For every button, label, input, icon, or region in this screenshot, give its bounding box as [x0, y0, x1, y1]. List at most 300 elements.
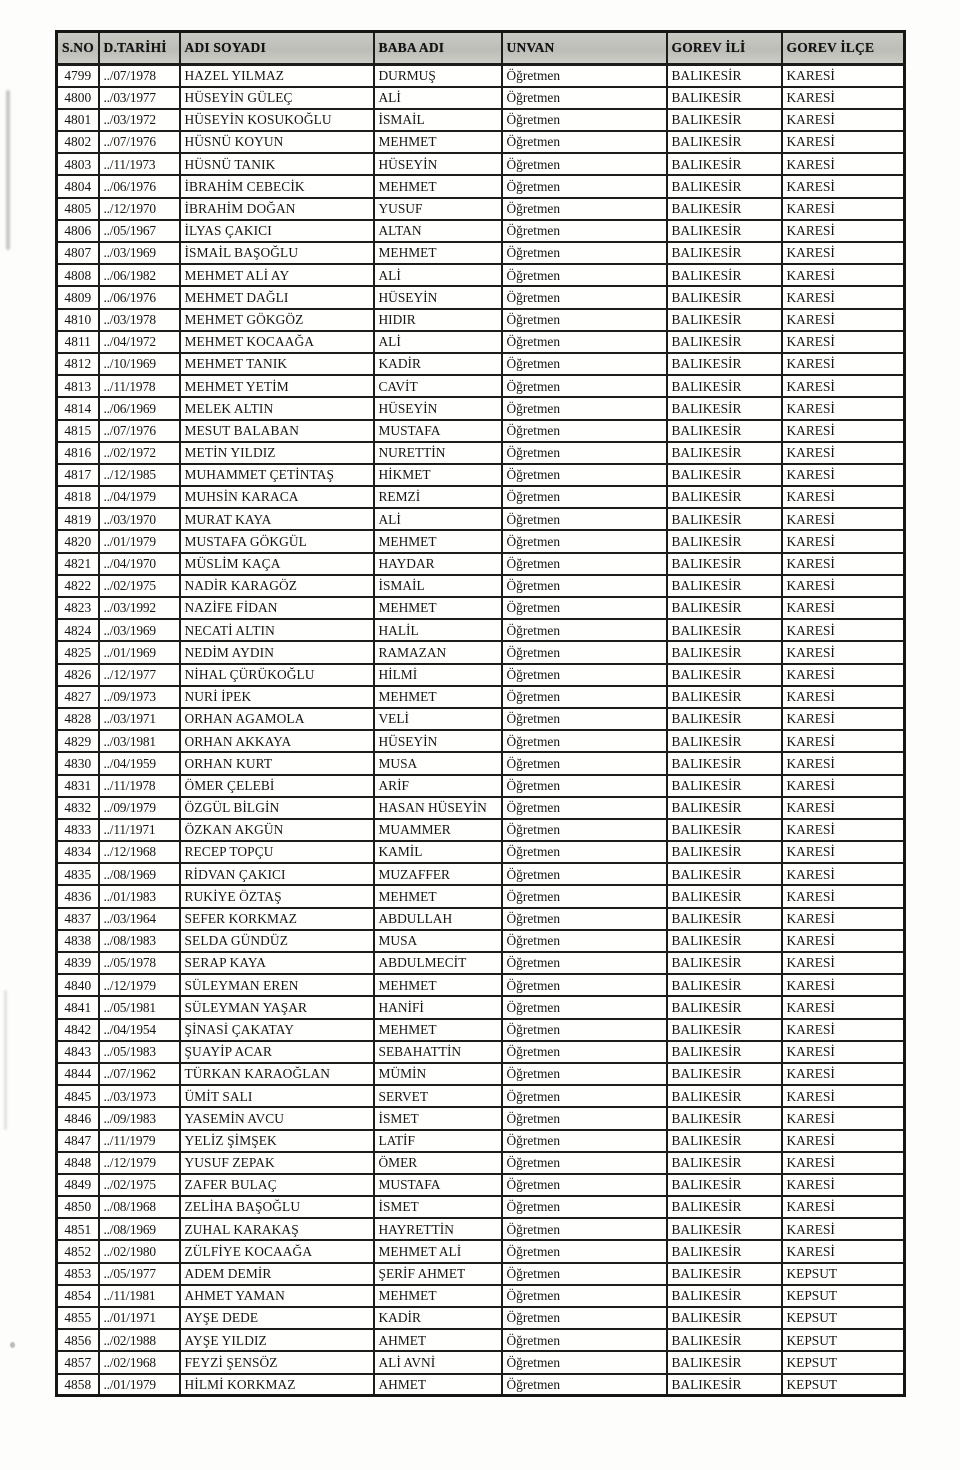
cell-title: Öğretmen [502, 686, 667, 708]
cell-ilce: KARESİ [782, 309, 905, 331]
cell-father: MEHMET [374, 597, 502, 619]
cell-il: BALIKESİR [667, 752, 782, 774]
cell-father: ALİ [374, 331, 502, 353]
table-row [57, 996, 905, 1018]
cell-name: YELİZ ŞİMŞEK [180, 1130, 374, 1152]
cell-sno: 4841 [57, 996, 99, 1018]
cell-sno: 4807 [57, 242, 99, 264]
cell-date: ../12/1970 [99, 198, 180, 220]
cell-date: ../07/1978 [99, 65, 180, 87]
cell-il: BALIKESİR [667, 131, 782, 153]
cell-ilce: KARESİ [782, 486, 905, 508]
col-header-sno: S.NO [57, 32, 99, 65]
cell-ilce: KARESİ [782, 686, 905, 708]
cell-il: BALIKESİR [667, 930, 782, 952]
cell-father: İSMET [374, 1107, 502, 1129]
table-row [57, 242, 905, 264]
cell-title: Öğretmen [502, 242, 667, 264]
cell-name: SEFER KORKMAZ [180, 908, 374, 930]
cell-title: Öğretmen [502, 841, 667, 863]
cell-date: ../06/1982 [99, 264, 180, 286]
cell-father: YUSUF [374, 198, 502, 220]
cell-ilce: KARESİ [782, 198, 905, 220]
cell-sno: 4820 [57, 530, 99, 552]
col-header-name: ADI SOYADI [180, 32, 374, 65]
cell-il: BALIKESİR [667, 1085, 782, 1107]
cell-father: MUSTAFA [374, 1174, 502, 1196]
cell-ilce: KARESİ [782, 242, 905, 264]
table-row [57, 1085, 905, 1107]
cell-name: HİLMİ KORKMAZ [180, 1374, 374, 1396]
cell-date: ../07/1976 [99, 131, 180, 153]
cell-father: İSMAİL [374, 575, 502, 597]
cell-date: ../11/1973 [99, 153, 180, 175]
table-row [57, 1307, 905, 1329]
cell-father: HİLMİ [374, 664, 502, 686]
cell-title: Öğretmen [502, 264, 667, 286]
cell-father: HÜSEYİN [374, 730, 502, 752]
cell-title: Öğretmen [502, 553, 667, 575]
cell-name: NADİR KARAGÖZ [180, 575, 374, 597]
cell-name: MEHMET GÖKGÖZ [180, 309, 374, 331]
cell-sno: 4816 [57, 442, 99, 464]
cell-title: Öğretmen [502, 1285, 667, 1307]
cell-name: NİHAL ÇÜRÜKOĞLU [180, 664, 374, 686]
cell-sno: 4844 [57, 1063, 99, 1085]
cell-title: Öğretmen [502, 597, 667, 619]
cell-title: Öğretmen [502, 1196, 667, 1218]
table-header-row [57, 32, 905, 65]
cell-sno: 4825 [57, 641, 99, 663]
cell-father: HALİL [374, 619, 502, 641]
cell-title: Öğretmen [502, 1307, 667, 1329]
col-header-father: BABA ADI [374, 32, 502, 65]
cell-date: ../07/1962 [99, 1063, 180, 1085]
cell-il: BALIKESİR [667, 1285, 782, 1307]
cell-date: ../12/1977 [99, 664, 180, 686]
scan-smudge [6, 90, 10, 250]
cell-title: Öğretmen [502, 1240, 667, 1262]
cell-ilce: KARESİ [782, 930, 905, 952]
cell-date: ../07/1976 [99, 420, 180, 442]
cell-date: ../02/1988 [99, 1329, 180, 1351]
cell-date: ../01/1979 [99, 1374, 180, 1396]
cell-father: HANİFİ [374, 996, 502, 1018]
cell-ilce: KARESİ [782, 1130, 905, 1152]
cell-il: BALIKESİR [667, 664, 782, 686]
cell-name: TÜRKAN KARAOĞLAN [180, 1063, 374, 1085]
cell-name: ÖMER ÇELEBİ [180, 775, 374, 797]
cell-name: ŞUAYİP ACAR [180, 1041, 374, 1063]
cell-il: BALIKESİR [667, 198, 782, 220]
cell-father: KAMİL [374, 841, 502, 863]
table-row [57, 530, 905, 552]
cell-title: Öğretmen [502, 420, 667, 442]
cell-sno: 4804 [57, 175, 99, 197]
cell-ilce: KARESİ [782, 264, 905, 286]
cell-title: Öğretmen [502, 819, 667, 841]
cell-ilce: KARESİ [782, 619, 905, 641]
table-row [57, 397, 905, 419]
cell-il: BALIKESİR [667, 508, 782, 530]
cell-sno: 4802 [57, 131, 99, 153]
cell-father: RAMAZAN [374, 641, 502, 663]
cell-title: Öğretmen [502, 309, 667, 331]
cell-name: MESUT BALABAN [180, 420, 374, 442]
cell-il: BALIKESİR [667, 87, 782, 109]
col-header-title: UNVAN [502, 32, 667, 65]
cell-il: BALIKESİR [667, 797, 782, 819]
cell-father: MEHMET [374, 530, 502, 552]
cell-il: BALIKESİR [667, 1174, 782, 1196]
col-header-date: D.TARİHİ [99, 32, 180, 65]
cell-name: İLYAS ÇAKICI [180, 220, 374, 242]
cell-sno: 4827 [57, 686, 99, 708]
cell-il: BALIKESİR [667, 641, 782, 663]
cell-sno: 4840 [57, 974, 99, 996]
cell-title: Öğretmen [502, 331, 667, 353]
cell-title: Öğretmen [502, 153, 667, 175]
cell-date: ../04/1972 [99, 331, 180, 353]
cell-sno: 4843 [57, 1041, 99, 1063]
table-row [57, 1107, 905, 1129]
cell-name: AHMET YAMAN [180, 1285, 374, 1307]
cell-father: MEHMET [374, 885, 502, 907]
cell-name: SELDA GÜNDÜZ [180, 930, 374, 952]
cell-ilce: KARESİ [782, 1218, 905, 1240]
cell-date: ../12/1979 [99, 974, 180, 996]
table-row [57, 708, 905, 730]
table-row [57, 486, 905, 508]
cell-il: BALIKESİR [667, 175, 782, 197]
cell-date: ../11/1971 [99, 819, 180, 841]
cell-sno: 4835 [57, 863, 99, 885]
table-row [57, 930, 905, 952]
cell-date: ../01/1969 [99, 641, 180, 663]
cell-ilce: KARESİ [782, 752, 905, 774]
cell-ilce: KARESİ [782, 775, 905, 797]
cell-ilce: KARESİ [782, 1085, 905, 1107]
table-row [57, 575, 905, 597]
cell-title: Öğretmen [502, 730, 667, 752]
cell-ilce: KARESİ [782, 908, 905, 930]
cell-name: ORHAN AKKAYA [180, 730, 374, 752]
cell-sno: 4805 [57, 198, 99, 220]
cell-name: YUSUF ZEPAK [180, 1152, 374, 1174]
cell-father: HÜSEYİN [374, 397, 502, 419]
table-row [57, 331, 905, 353]
table-row [57, 819, 905, 841]
cell-date: ../02/1975 [99, 575, 180, 597]
cell-name: ZELİHA BAŞOĞLU [180, 1196, 374, 1218]
cell-date: ../03/1970 [99, 508, 180, 530]
cell-sno: 4845 [57, 1085, 99, 1107]
cell-ilce: KARESİ [782, 1019, 905, 1041]
cell-title: Öğretmen [502, 1263, 667, 1285]
cell-sno: 4817 [57, 464, 99, 486]
table-row [57, 1019, 905, 1041]
cell-date: ../03/1977 [99, 87, 180, 109]
cell-sno: 4831 [57, 775, 99, 797]
cell-title: Öğretmen [502, 885, 667, 907]
cell-father: MEHMET [374, 1285, 502, 1307]
table-row [57, 198, 905, 220]
cell-title: Öğretmen [502, 908, 667, 930]
cell-ilce: KARESİ [782, 575, 905, 597]
cell-title: Öğretmen [502, 508, 667, 530]
cell-title: Öğretmen [502, 952, 667, 974]
table-row [57, 131, 905, 153]
cell-father: İSMET [374, 1196, 502, 1218]
cell-sno: 4801 [57, 109, 99, 131]
cell-date: ../12/1979 [99, 1152, 180, 1174]
cell-ilce: KARESİ [782, 730, 905, 752]
cell-sno: 4838 [57, 930, 99, 952]
cell-ilce: KARESİ [782, 797, 905, 819]
cell-name: RİDVAN ÇAKICI [180, 863, 374, 885]
cell-sno: 4842 [57, 1019, 99, 1041]
cell-father: MEHMET [374, 974, 502, 996]
cell-sno: 4799 [57, 65, 99, 87]
cell-name: HAZEL YILMAZ [180, 65, 374, 87]
table-row [57, 1063, 905, 1085]
cell-date: ../02/1968 [99, 1351, 180, 1373]
cell-sno: 4813 [57, 375, 99, 397]
cell-sno: 4851 [57, 1218, 99, 1240]
table-row [57, 1196, 905, 1218]
cell-date: ../02/1980 [99, 1240, 180, 1262]
cell-title: Öğretmen [502, 752, 667, 774]
cell-date: ../03/1964 [99, 908, 180, 930]
table-row [57, 353, 905, 375]
cell-il: BALIKESİR [667, 220, 782, 242]
cell-ilce: KARESİ [782, 153, 905, 175]
cell-name: HÜSNÜ KOYUN [180, 131, 374, 153]
table-row [57, 619, 905, 641]
cell-date: ../06/1969 [99, 397, 180, 419]
cell-sno: 4832 [57, 797, 99, 819]
table-row [57, 264, 905, 286]
cell-sno: 4800 [57, 87, 99, 109]
cell-date: ../09/1979 [99, 797, 180, 819]
cell-father: MEHMET [374, 242, 502, 264]
cell-ilce: KEPSUT [782, 1374, 905, 1396]
table-row [57, 686, 905, 708]
cell-ilce: KARESİ [782, 664, 905, 686]
cell-father: MEHMET [374, 175, 502, 197]
cell-father: ŞERİF AHMET [374, 1263, 502, 1285]
cell-title: Öğretmen [502, 464, 667, 486]
cell-father: ALİ [374, 264, 502, 286]
cell-father: SEBAHATTİN [374, 1041, 502, 1063]
cell-date: ../04/1959 [99, 752, 180, 774]
cell-date: ../09/1973 [99, 686, 180, 708]
cell-date: ../08/1969 [99, 863, 180, 885]
cell-sno: 4854 [57, 1285, 99, 1307]
cell-title: Öğretmen [502, 775, 667, 797]
cell-father: ABDULMECİT [374, 952, 502, 974]
cell-il: BALIKESİR [667, 530, 782, 552]
cell-date: ../03/1969 [99, 242, 180, 264]
cell-title: Öğretmen [502, 131, 667, 153]
cell-father: MÜMİN [374, 1063, 502, 1085]
table-body [57, 65, 905, 1396]
cell-name: HÜSEYİN KOSUKOĞLU [180, 109, 374, 131]
table-row [57, 464, 905, 486]
cell-il: BALIKESİR [667, 331, 782, 353]
cell-sno: 4856 [57, 1329, 99, 1351]
table-row [57, 420, 905, 442]
table-row [57, 1041, 905, 1063]
table-row [57, 553, 905, 575]
cell-title: Öğretmen [502, 797, 667, 819]
cell-il: BALIKESİR [667, 775, 782, 797]
cell-date: ../11/1979 [99, 1130, 180, 1152]
cell-father: CAVİT [374, 375, 502, 397]
table-row [57, 442, 905, 464]
cell-ilce: KARESİ [782, 1041, 905, 1063]
cell-father: AHMET [374, 1329, 502, 1351]
cell-date: ../04/1979 [99, 486, 180, 508]
cell-father: NURETTİN [374, 442, 502, 464]
cell-ilce: KARESİ [782, 508, 905, 530]
cell-date: ../10/1969 [99, 353, 180, 375]
cell-date: ../06/1976 [99, 286, 180, 308]
cell-name: MEHMET DAĞLI [180, 286, 374, 308]
cell-ilce: KARESİ [782, 220, 905, 242]
cell-father: REMZİ [374, 486, 502, 508]
cell-father: MUAMMER [374, 819, 502, 841]
cell-ilce: KARESİ [782, 65, 905, 87]
cell-ilce: KARESİ [782, 131, 905, 153]
cell-il: BALIKESİR [667, 819, 782, 841]
cell-father: MUSA [374, 752, 502, 774]
cell-name: HÜSNÜ TANIK [180, 153, 374, 175]
cell-father: ALTAN [374, 220, 502, 242]
cell-date: ../06/1976 [99, 175, 180, 197]
cell-il: BALIKESİR [667, 952, 782, 974]
cell-name: MEHMET KOCAAĞA [180, 331, 374, 353]
cell-title: Öğretmen [502, 1130, 667, 1152]
cell-name: İSMAİL BAŞOĞLU [180, 242, 374, 264]
cell-sno: 4836 [57, 885, 99, 907]
cell-father: HÜSEYİN [374, 286, 502, 308]
table-row [57, 1374, 905, 1396]
cell-date: ../02/1975 [99, 1174, 180, 1196]
cell-ilce: KARESİ [782, 708, 905, 730]
table-row [57, 375, 905, 397]
cell-ilce: KARESİ [782, 397, 905, 419]
cell-name: NEDİM AYDIN [180, 641, 374, 663]
cell-sno: 4834 [57, 841, 99, 863]
cell-il: BALIKESİR [667, 309, 782, 331]
cell-title: Öğretmen [502, 530, 667, 552]
cell-date: ../01/1979 [99, 530, 180, 552]
cell-father: MUSTAFA [374, 420, 502, 442]
cell-title: Öğretmen [502, 175, 667, 197]
cell-name: ÖZKAN AKGÜN [180, 819, 374, 841]
cell-father: VELİ [374, 708, 502, 730]
cell-il: BALIKESİR [667, 1351, 782, 1373]
table-row [57, 841, 905, 863]
cell-name: AYŞE DEDE [180, 1307, 374, 1329]
cell-il: BALIKESİR [667, 863, 782, 885]
cell-ilce: KEPSUT [782, 1329, 905, 1351]
cell-il: BALIKESİR [667, 464, 782, 486]
table-row [57, 153, 905, 175]
scan-smudge [4, 990, 7, 1130]
cell-father: KADİR [374, 1307, 502, 1329]
cell-title: Öğretmen [502, 220, 667, 242]
cell-ilce: KARESİ [782, 464, 905, 486]
cell-sno: 4846 [57, 1107, 99, 1129]
cell-name: AYŞE YILDIZ [180, 1329, 374, 1351]
cell-father: HAYDAR [374, 553, 502, 575]
cell-date: ../05/1983 [99, 1041, 180, 1063]
table-row [57, 752, 905, 774]
cell-date: ../03/1973 [99, 1085, 180, 1107]
cell-father: ALİ AVNİ [374, 1351, 502, 1373]
cell-ilce: KARESİ [782, 885, 905, 907]
cell-date: ../11/1981 [99, 1285, 180, 1307]
table-row [57, 1174, 905, 1196]
table-row [57, 286, 905, 308]
cell-il: BALIKESİR [667, 375, 782, 397]
cell-ilce: KARESİ [782, 863, 905, 885]
cell-ilce: KARESİ [782, 442, 905, 464]
cell-il: BALIKESİR [667, 1307, 782, 1329]
cell-name: NECATİ ALTIN [180, 619, 374, 641]
cell-title: Öğretmen [502, 353, 667, 375]
cell-name: SÜLEYMAN YAŞAR [180, 996, 374, 1018]
cell-ilce: KARESİ [782, 175, 905, 197]
cell-ilce: KARESİ [782, 331, 905, 353]
cell-il: BALIKESİR [667, 1329, 782, 1351]
cell-sno: 4821 [57, 553, 99, 575]
cell-il: BALIKESİR [667, 619, 782, 641]
cell-name: MUHSİN KARACA [180, 486, 374, 508]
cell-name: İBRAHİM CEBECİK [180, 175, 374, 197]
cell-ilce: KARESİ [782, 286, 905, 308]
cell-date: ../12/1968 [99, 841, 180, 863]
cell-date: ../11/1978 [99, 375, 180, 397]
cell-date: ../05/1967 [99, 220, 180, 242]
cell-sno: 4857 [57, 1351, 99, 1373]
table-row [57, 664, 905, 686]
cell-sno: 4823 [57, 597, 99, 619]
cell-ilce: KARESİ [782, 841, 905, 863]
cell-title: Öğretmen [502, 1351, 667, 1373]
cell-date: ../11/1978 [99, 775, 180, 797]
table-row [57, 775, 905, 797]
cell-il: BALIKESİR [667, 686, 782, 708]
cell-ilce: KEPSUT [782, 1351, 905, 1373]
cell-sno: 4810 [57, 309, 99, 331]
cell-il: BALIKESİR [667, 575, 782, 597]
table-row [57, 974, 905, 996]
cell-name: SÜLEYMAN EREN [180, 974, 374, 996]
cell-title: Öğretmen [502, 442, 667, 464]
cell-title: Öğretmen [502, 641, 667, 663]
table-row [57, 109, 905, 131]
cell-name: MURAT KAYA [180, 508, 374, 530]
cell-sno: 4837 [57, 908, 99, 930]
cell-sno: 4848 [57, 1152, 99, 1174]
cell-date: ../01/1971 [99, 1307, 180, 1329]
cell-father: HAYRETTİN [374, 1218, 502, 1240]
cell-il: BALIKESİR [667, 442, 782, 464]
cell-date: ../03/1992 [99, 597, 180, 619]
